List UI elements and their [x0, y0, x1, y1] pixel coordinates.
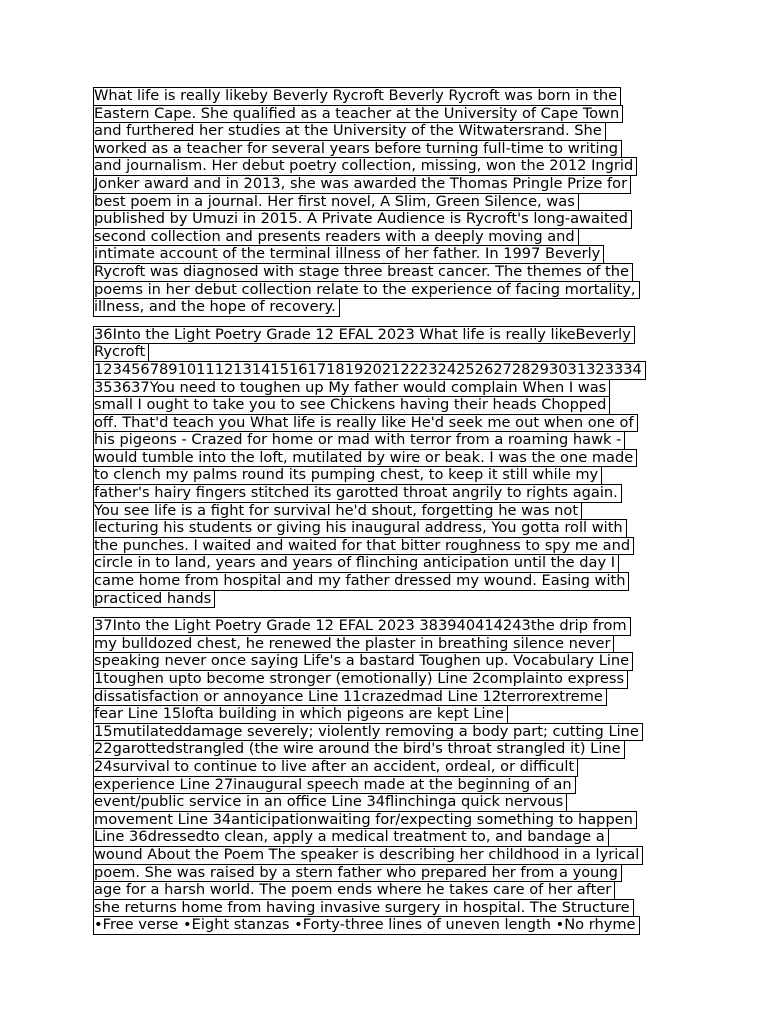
text-line: experience Line 27inaugural speech made at the beginning of an — [93, 776, 576, 795]
text-line: father's hairy fingers stitched its garotted throat angrily to rights again. — [93, 484, 622, 503]
text-line: poem. She was raised by a stern father who prepared her from a young — [93, 864, 622, 883]
text-line: published by Umuzi in 2015. A Private Audience is Rycroft's long-awaited — [93, 210, 632, 229]
text-line: circle in to land, years and years of flinching anticipation until the day I — [93, 554, 619, 573]
text-line: Line 36dressedto clean, apply a medical treatment to, and bandage a — [93, 828, 609, 847]
text-line: Rycroft was diagnosed with stage three breast cancer. The themes of the — [93, 263, 633, 282]
text-line: 24survival to continue to live after an accident, ordeal, or difficult — [93, 758, 578, 777]
text-line: 15mutilateddamage severely; violently removing a body part; cutting Line — [93, 723, 643, 742]
text-line: •Free verse •Eight stanzas •Forty-three lines of uneven length •No rhyme — [93, 916, 640, 935]
poem-text-block — [93, 326, 683, 609]
text-line: You see life is a fight for survival he'd shout, forgetting he was not — [93, 502, 582, 521]
text-line: 22garottedstrangled (the wire around the bird's throat strangled it) Line — [93, 740, 625, 759]
text-line: lecturing his students or giving his inaugural address, You gotta roll with — [93, 519, 627, 538]
text-line: to clench my palms round its pumping chest, to keep it still while my — [93, 466, 602, 485]
document-page — [93, 88, 683, 935]
text-line: 37Into the Light Poetry Grade 12 EFAL 2023 383940414243the drip from — [93, 617, 631, 636]
text-line: Jonker award and in 2013, she was awarded the Thomas Pringle Prize for — [93, 175, 631, 194]
text-line: his pigeons - Crazed for home or mad with terror from a roaming hawk - — [93, 431, 625, 450]
text-line: What life is really likeby Beverly Rycroft Beverly Rycroft was born in the — [93, 87, 621, 106]
text-line: and furthered her studies at the University of the Witwatersrand. She — [93, 122, 606, 141]
author-biography-block — [93, 87, 683, 317]
text-line: she returns home from having invasive surgery in hospital. The Structure — [93, 899, 634, 918]
text-line: worked as a teacher for several years before turning full-time to writing — [93, 140, 622, 159]
text-line: age for a harsh world. The poem ends where he takes care of her after — [93, 881, 615, 900]
text-line: the punches. I waited and waited for that bitter roughness to spy me and — [93, 537, 634, 556]
text-line: fear Line 15lofta building in which pigeons are kept Line — [93, 705, 508, 724]
text-line: Eastern Cape. She qualified as a teacher at the University of Cape Town — [93, 105, 623, 124]
text-line: speaking never once saying Life's a bastard Toughen up. Vocabulary Line — [93, 652, 633, 671]
text-line: 1toughen upto become stronger (emotionally) Line 2complainto express — [93, 670, 628, 689]
text-line: illness, and the hope of recovery. — [93, 298, 340, 317]
text-line: 12345678910111213141516171819202122232425262728293031323334 — [93, 361, 646, 380]
text-line: and journalism. Her debut poetry collection, missing, won the 2012 Ingrid — [93, 157, 637, 176]
text-line: intimate account of the terminal illness of her father. In 1997 Beverly — [93, 245, 604, 264]
text-line: dissatisfaction or annoyance Line 11crazedmad Line 12terrorextreme — [93, 688, 607, 707]
text-line: poems in her debut collection relate to the experience of facing mortality, — [93, 281, 640, 300]
text-line: best poem in a journal. Her first novel, A Slim, Green Silence, was — [93, 193, 579, 212]
text-line: Rycroft — [93, 343, 149, 362]
text-line: practiced hands — [93, 590, 215, 609]
text-line: wound About the Poem The speaker is describing her childhood in a lyrical — [93, 846, 643, 865]
text-line: 36Into the Light Poetry Grade 12 EFAL 2023 What life is really likeBeverly — [93, 326, 635, 345]
text-line: movement Line 34anticipationwaiting for/expecting something to happen — [93, 811, 637, 830]
text-line: small I ought to take you to see Chickens having their heads Chopped — [93, 396, 610, 415]
text-line: came home from hospital and my father dressed my wound. Easing with — [93, 572, 629, 591]
text-line: off. That'd teach you What life is really like He'd seek me out when one of — [93, 414, 638, 433]
text-line: 353637You need to toughen up My father would complain When I was — [93, 379, 610, 398]
text-line: my bulldozed chest, he renewed the plaster in breathing silence never — [93, 635, 614, 654]
vocabulary-and-analysis-block — [93, 617, 683, 935]
text-line: would tumble into the loft, mutilated by wire or beak. I was the one made — [93, 449, 637, 468]
text-line: event/public service in an office Line 34flinchinga quick nervous — [93, 793, 567, 812]
text-line: second collection and presents readers with a deeply moving and — [93, 228, 579, 247]
